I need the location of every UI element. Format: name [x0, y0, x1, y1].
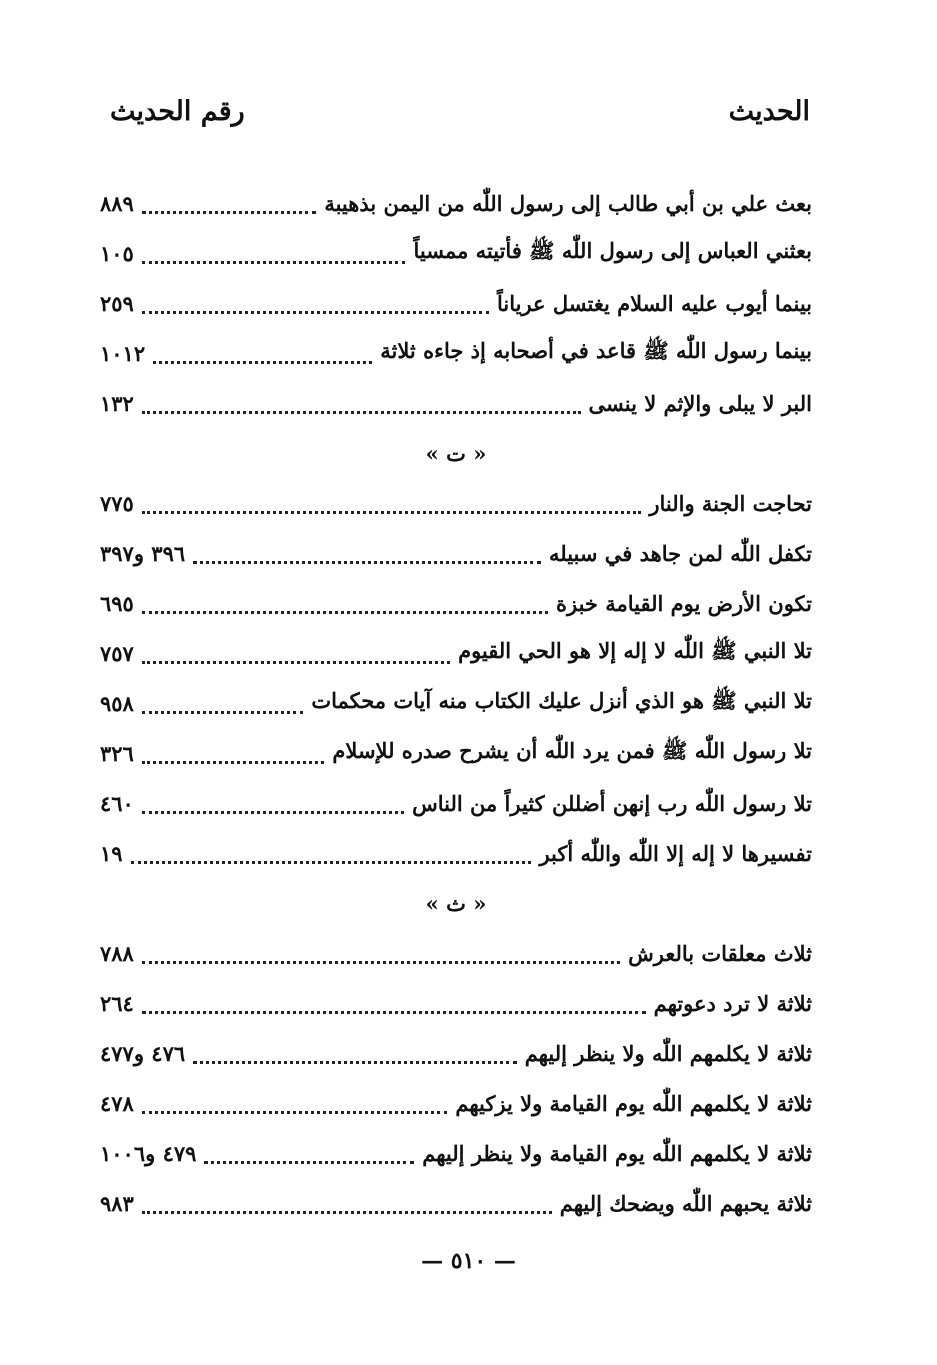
- hadith-number: ٩٥٨: [100, 690, 134, 716]
- dot-leader: [142, 611, 548, 614]
- hadith-number: ٢٦٤: [100, 990, 134, 1016]
- hadith-number: ٤٧٨: [100, 1090, 134, 1116]
- hadith-number: ٤٧٩ و١٠٠٦: [100, 1140, 197, 1166]
- hadith-number: ٨٨٩: [100, 190, 134, 216]
- dot-leader: [142, 811, 404, 814]
- index-entry: [100, 928, 812, 978]
- dot-leader: [142, 661, 450, 664]
- index-entry: [100, 828, 812, 878]
- dot-leader: [142, 411, 581, 414]
- hadith-text: تلا رسول اللّٰه رب إنهن أضللن كثيراً من الناس: [412, 790, 812, 816]
- hadith-text: تلا النبي ﷺ اللّٰه لا إله إلا هو الحي القيوم: [458, 637, 812, 663]
- index-entry: [100, 228, 812, 278]
- page-header: [110, 96, 810, 140]
- hadith-text: تكفل اللّٰه لمن جاهد في سبيله: [549, 540, 812, 566]
- hadith-number: ٧٨٨: [100, 940, 134, 966]
- dot-leader: [193, 561, 541, 564]
- hadith-number: ٢٥٩: [100, 290, 134, 316]
- dot-leader: [193, 1061, 517, 1064]
- hadith-text: بينما رسول اللّٰه ﷺ قاعد في أصحابه إذ جاءه ثلاثة: [380, 337, 812, 363]
- hadith-column-title: الحديث: [728, 96, 810, 127]
- dot-leader: [142, 211, 316, 214]
- hadith-text: تلا النبي ﷺ هو الذي أنزل عليك الكتاب منه آيات محكمات: [311, 687, 812, 713]
- hadith-number-column-title: رقم الحديث: [110, 96, 245, 127]
- hadith-number: ٧٧٥: [100, 490, 134, 516]
- dot-leader: [142, 1011, 646, 1014]
- hadith-text: تلا رسول اللّٰه ﷺ فمن يرد اللّٰه أن يشرح صدره للإسلام: [332, 737, 812, 763]
- dot-leader: [142, 1211, 552, 1214]
- hadith-text: ثلاثة يحبهم اللّٰه ويضحك إليهم: [559, 1190, 812, 1216]
- index-entry: [100, 1078, 812, 1128]
- hadith-number: ١٠١٢: [100, 340, 146, 366]
- hadith-number: ٦٩٥: [100, 590, 134, 616]
- index-entry: [100, 1178, 812, 1228]
- dot-leader: [142, 761, 325, 764]
- index-entry: [100, 778, 812, 828]
- index-entry: [100, 578, 812, 628]
- index-entry: [100, 178, 812, 228]
- hadith-number: ٣٩٦ و٣٩٧: [100, 540, 186, 566]
- hadith-text: بعثني العباس إلى رسول اللّٰه ﷺ فأتيته ممسياً: [413, 237, 812, 263]
- index-entry: [100, 478, 812, 528]
- index-entry: [100, 378, 812, 428]
- hadith-text: ثلاثة لا يكلمهم اللّٰه يوم القيامة ولا يزكيهم: [455, 1090, 812, 1116]
- index-entry: [100, 1128, 812, 1178]
- index-entry: [100, 978, 812, 1028]
- hadith-text: تحاجت الجنة والنار: [649, 490, 812, 516]
- dot-leader: [142, 961, 620, 964]
- dot-leader: [153, 361, 372, 364]
- index-entry: [100, 1028, 812, 1078]
- hadith-number: ١٣٢: [100, 390, 134, 416]
- index-entry: [100, 678, 812, 728]
- index-entry: [100, 528, 812, 578]
- section-letter-heading: « ث »: [425, 890, 487, 916]
- dot-leader: [142, 1111, 448, 1114]
- dot-leader: [204, 1161, 414, 1164]
- hadith-number: ٧٥٧: [100, 640, 134, 666]
- dot-leader: [131, 861, 532, 864]
- hadith-text: البر لا يبلى والإثم لا ينسى: [588, 390, 812, 416]
- index-entry: [100, 278, 812, 328]
- dot-leader: [142, 711, 303, 714]
- hadith-text: ثلاثة لا ترد دعوتهم: [653, 990, 812, 1016]
- hadith-number: ٣٢٦: [100, 740, 134, 766]
- index-entry: [100, 628, 812, 678]
- hadith-text: بينما أيوب عليه السلام يغتسل عرياناً: [496, 290, 812, 316]
- hadith-text: تفسيرها لا إله إلا اللّٰه واللّٰه أكبر: [539, 840, 812, 866]
- hadith-number: ٩٨٣: [100, 1190, 134, 1216]
- section-letter-heading: « ت »: [425, 440, 487, 466]
- hadith-number: ١٠٥: [100, 240, 134, 266]
- index-entry: [100, 328, 812, 378]
- index-entry: [100, 728, 812, 778]
- hadith-index-list: [100, 178, 812, 1228]
- hadith-text: بعث علي بن أبي طالب إلى رسول اللّٰه من اليمن بذهيبة: [324, 190, 812, 216]
- page-number: — ٥١٠ —: [421, 1248, 516, 1274]
- hadith-number: ٤٦٠: [100, 790, 134, 816]
- hadith-text: ثلاث معلقات بالعرش: [628, 940, 812, 966]
- dot-leader: [142, 311, 489, 314]
- hadith-text: تكون الأرض يوم القيامة خبزة: [556, 590, 812, 616]
- dot-leader: [142, 261, 406, 264]
- hadith-number: ٤٧٦ و٤٧٧: [100, 1040, 186, 1066]
- dot-leader: [142, 511, 641, 514]
- hadith-text: ثلاثة لا يكلمهم اللّٰه يوم القيامة ولا ينظر إليهم: [422, 1140, 812, 1166]
- hadith-text: ثلاثة لا يكلمهم اللّٰه ولا ينظر إليهم: [524, 1040, 812, 1066]
- hadith-number: ١٩: [100, 840, 123, 866]
